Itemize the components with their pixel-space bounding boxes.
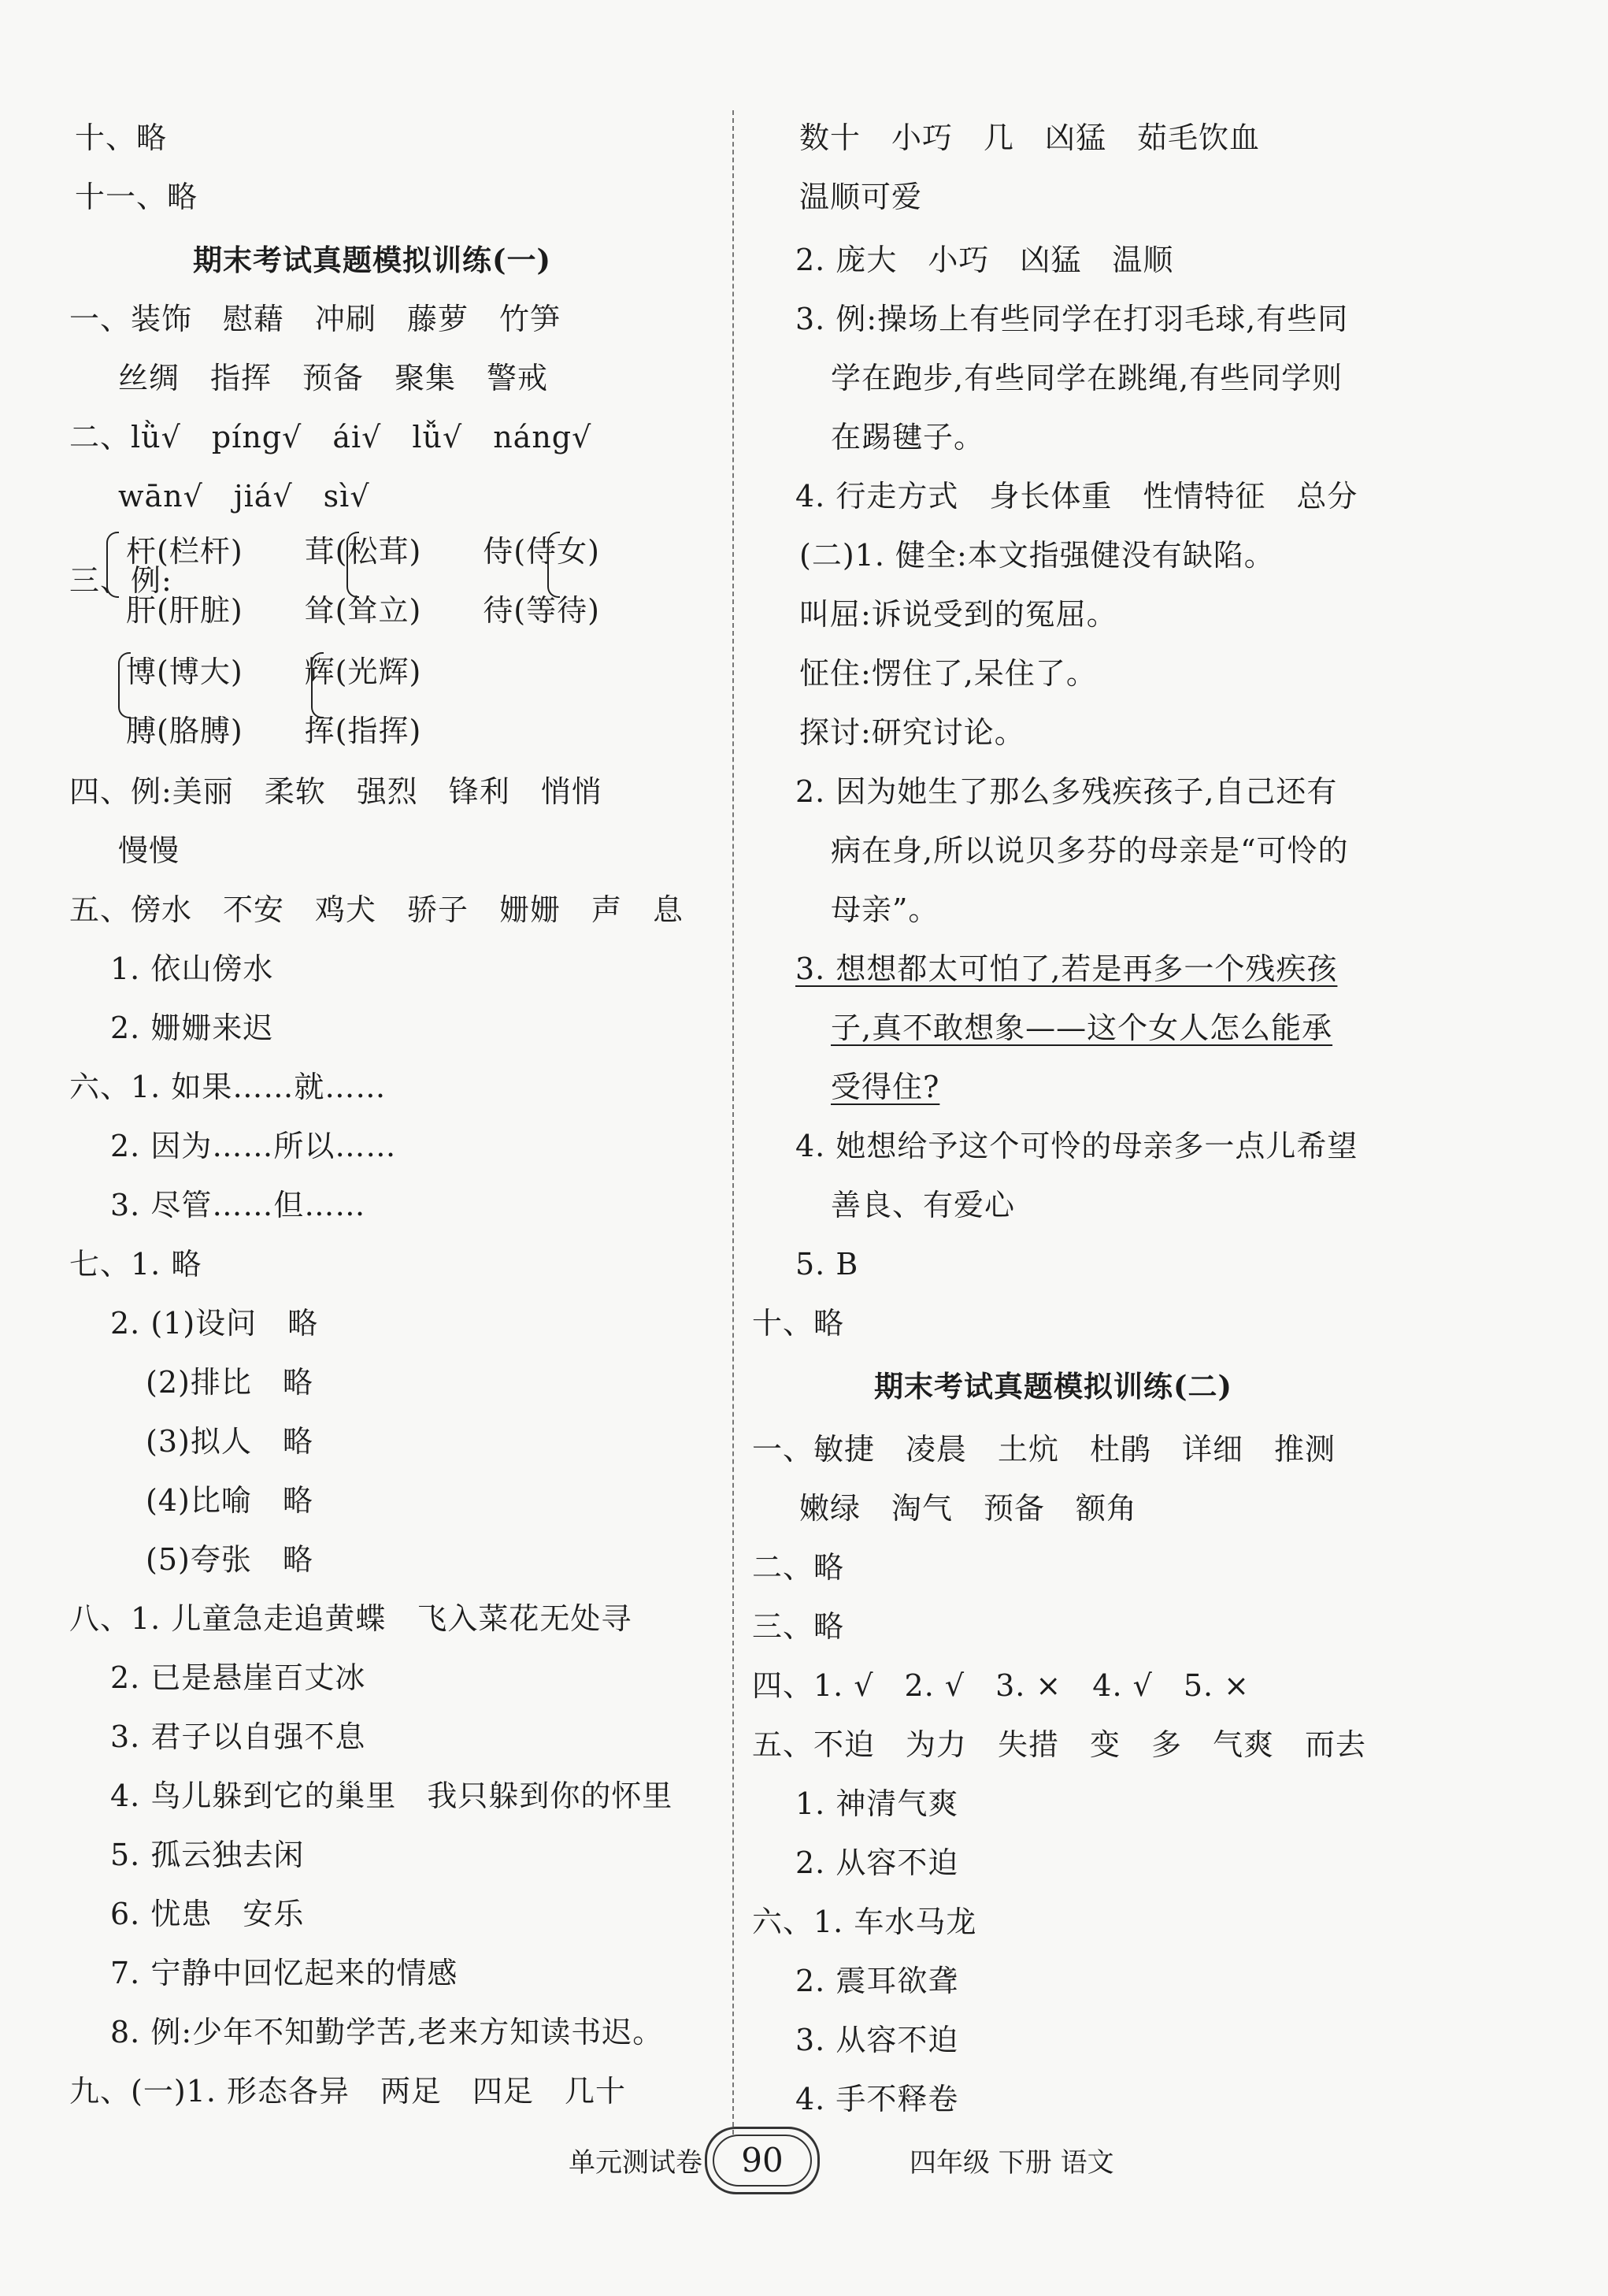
right-answer-line: 六、1. 车水马龙 (752, 1905, 977, 1939)
right-answer-line: 3. 例:操场上有些同学在打羽毛球,有些同 (795, 302, 1349, 336)
left-answer-line: 五、傍水 不安 鸡犬 骄子 姗姗 声 息 (69, 892, 684, 927)
left-answer-line: 十一、略 (75, 180, 198, 214)
page-number: 90 (741, 2141, 784, 2179)
right-answer-line: (二)1. 健全:本文指强健没有缺陷。 (799, 538, 1275, 573)
right-answer-line: 1. 神清气爽 (795, 1786, 959, 1821)
left-answer-line: 8. 例:少年不知勤学苦,老来方知读书迟。 (110, 2015, 664, 2049)
left-answer-line: (5)夸张 略 (146, 1542, 313, 1577)
left-answer-line: 4. 鸟儿躲到它的巢里 我只躲到你的怀里 (110, 1779, 673, 1813)
right-answer-line: 2. 因为她生了那么多残疾孩子,自己还有 (795, 774, 1338, 809)
right-answer-line: 怔住:愣住了,呆住了。 (799, 656, 1097, 691)
left-answer-line: (2)排比 略 (146, 1365, 313, 1400)
right-answer-line: 温顺可爱 (799, 180, 923, 214)
right-answer-line: 在踢毽子。 (831, 420, 985, 454)
left-answer-line: 丝绸 指挥 预备 聚集 警戒 (118, 361, 549, 395)
right-answer-line: 2. 震耳欲聋 (795, 1964, 959, 1998)
left-answer-line: 慢慢 (118, 833, 180, 868)
left-answer-line: 九、(一)1. 形态各异 两足 四足 几十 (69, 2074, 626, 2109)
right-answer-line: 探讨:研究讨论。 (799, 715, 1025, 750)
right-answer-line: 5. B (795, 1247, 859, 1282)
right-answer-line: 叫屈:诉说受到的冤屈。 (799, 597, 1117, 632)
right-answer-line: 4. 行走方式 身长体重 性情特征 总分 (795, 479, 1358, 514)
right-answer-line: 母亲”。 (831, 892, 939, 927)
column-divider (732, 110, 734, 2135)
right-answer-line: 2. 从容不迫 (795, 1845, 959, 1880)
left-answer-line: 六、1. 如果……就…… (69, 1070, 387, 1104)
left-answer-line: 七、1. 略 (69, 1247, 202, 1282)
left-answer-line: 1. 依山傍水 (110, 951, 274, 986)
left-answer-line: 膊(胳膊) 挥(指挥) (126, 714, 422, 748)
underlined-text: 3. 想想都太可怕了,若是再多一个残疾孩 (795, 951, 1338, 986)
brace-icon (118, 652, 131, 718)
right-answer-line (831, 1067, 939, 1107)
left-answer-line: 杆(栏杆) 茸(松茸) 侍(侍女) (126, 534, 600, 569)
left-answer-line: 三、例: (69, 563, 172, 598)
left-answer-line: 2. 姗姗来迟 (110, 1011, 274, 1045)
right-answer-line: 四、1. √ 2. √ 3. × 4. √ 5. × (752, 1668, 1250, 1703)
right-answer-line: 五、不迫 为力 失措 变 多 气爽 而去 (752, 1727, 1367, 1762)
brace-icon (311, 652, 324, 718)
right-answer-line: 4. 手不释卷 (795, 2082, 959, 2116)
left-answer-line: 八、1. 儿童急走追黄蝶 飞入菜花无处寻 (69, 1601, 632, 1636)
left-answer-line: 肝(肝脏) 耸(耸立) 待(等待) (126, 593, 600, 628)
right-answer-line: 三、略 (752, 1609, 845, 1644)
left-answer-line: 7. 宁静中回忆起来的情感 (110, 1956, 458, 1990)
brace-icon (346, 532, 359, 598)
brace-icon (106, 532, 119, 598)
footer-book-title: 单元测试卷 (569, 2147, 702, 2179)
page-footer (0, 2127, 1608, 2198)
left-answer-line: 一、装饰 慰藉 冲刷 藤萝 竹笋 (69, 302, 561, 336)
brace-icon (547, 532, 560, 598)
right-answer-line (831, 1008, 1332, 1048)
right-section-title: 期末考试真题模拟训练(二) (874, 1369, 1233, 1404)
right-answer-line: 3. 从容不迫 (795, 2023, 959, 2057)
right-answer-line: 十、略 (752, 1306, 845, 1341)
right-answer-line: 数十 小巧 几 凶猛 茹毛饮血 (799, 121, 1261, 155)
left-answer-line: 2. 因为……所以…… (110, 1129, 397, 1163)
left-answer-line: 四、例:美丽 柔软 强烈 锋利 悄悄 (69, 774, 602, 809)
right-answer-line: 善良、有爱心 (831, 1188, 1016, 1222)
left-answer-line: 5. 孤云独去闲 (110, 1838, 305, 1872)
underlined-text: 子,真不敢想象——这个女人怎么能承 (831, 1011, 1333, 1045)
right-answer-line: 嫩绿 淘气 预备 额角 (799, 1491, 1138, 1526)
footer-grade-subject: 四年级 下册 语文 (910, 2147, 1114, 2179)
right-answer-line: 二、略 (752, 1550, 845, 1585)
left-answer-line: 十、略 (75, 121, 168, 155)
underlined-text: 受得住? (831, 1070, 940, 1104)
left-answer-line: 6. 忧患 安乐 (110, 1897, 305, 1931)
right-answer-line (795, 949, 1337, 989)
right-answer-line: 一、敏捷 凌晨 土炕 杜鹃 详细 推测 (752, 1432, 1336, 1467)
right-answer-line: 2. 庞大 小巧 凶猛 温顺 (795, 243, 1174, 277)
right-answer-line: 病在身,所以说贝多芬的母亲是“可怜的 (831, 833, 1349, 868)
left-answer-line: 3. 君子以自强不息 (110, 1719, 366, 1754)
left-answer-line: (4)比喻 略 (146, 1483, 313, 1518)
right-answer-line: 学在跑步,有些同学在跳绳,有些同学则 (831, 361, 1343, 395)
left-answer-line: 二、lǜ√ píng√ ái√ lǚ√ náng√ (69, 420, 592, 454)
left-section-title: 期末考试真题模拟训练(一) (193, 243, 552, 277)
right-answer-line: 4. 她想给予这个可怜的母亲多一点儿希望 (795, 1129, 1358, 1163)
left-answer-line: 2. (1)设问 略 (110, 1306, 319, 1341)
left-answer-line: 3. 尽管……但…… (110, 1188, 366, 1222)
left-answer-line: wān√ jiá√ sì√ (118, 479, 370, 514)
page-number-badge (705, 2127, 820, 2194)
left-answer-line: 博(博大) 辉(光辉) (126, 655, 422, 689)
left-answer-line: 2. 已是悬崖百丈冰 (110, 1660, 366, 1695)
left-answer-line: (3)拟人 略 (146, 1424, 313, 1459)
